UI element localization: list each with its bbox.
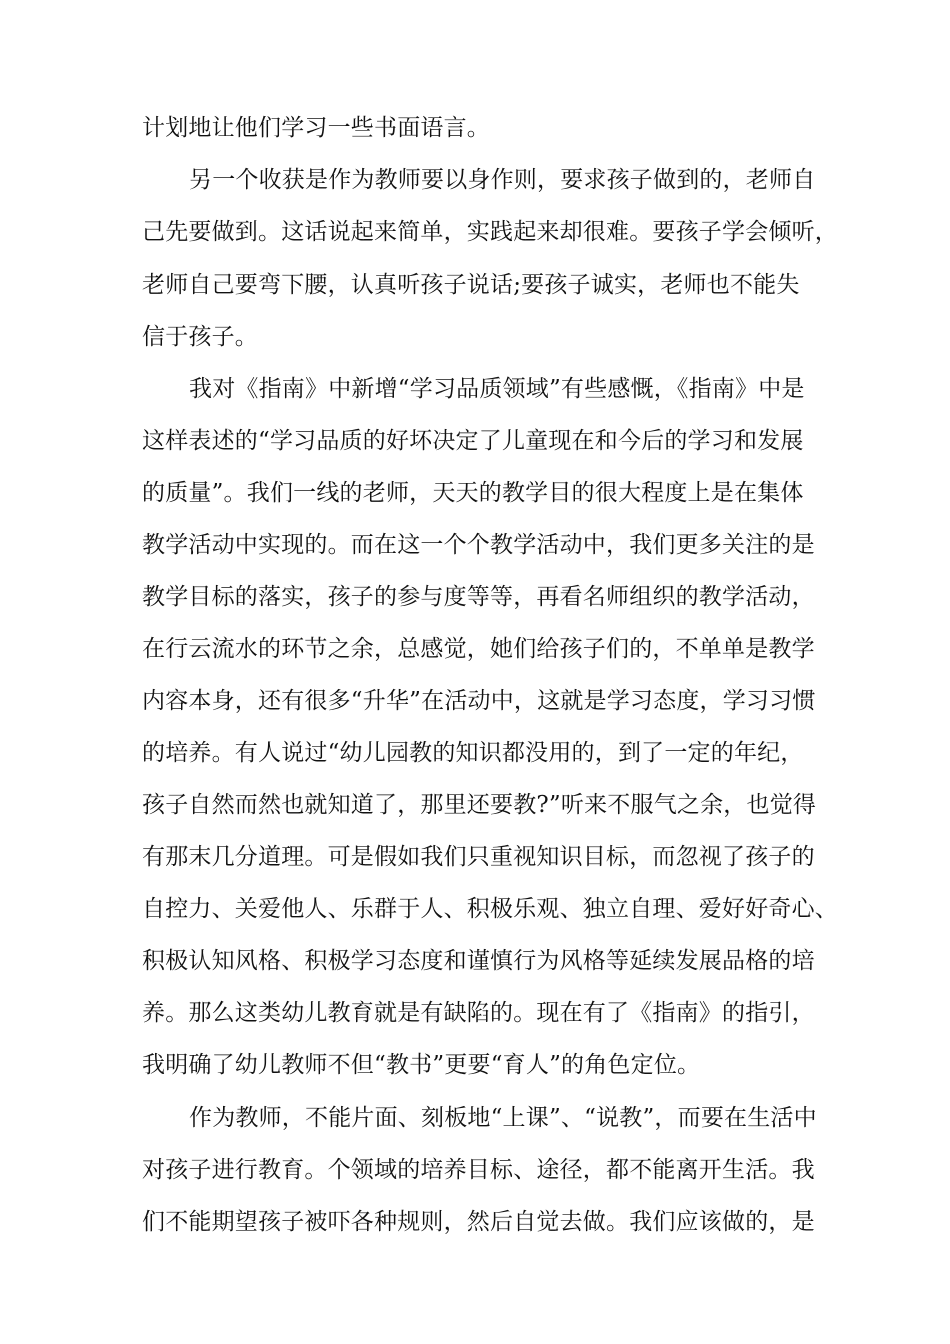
text-line: 养。那么这类幼儿教育就是有缺陷的。现在有了《指南》的指引， — [142, 1000, 815, 1026]
text-line: 信于孩子。 — [142, 324, 258, 350]
text-line: 教学目标的落实，孩子的参与度等等，再看名师组织的教学活动， — [142, 584, 815, 610]
text-line: 内容本身，还有很多“升华”在活动中，这就是学习态度，学习习惯 — [142, 688, 816, 714]
paragraph-first-line: 我对《指南》中新增“学习品质领域”有些感慨，《指南》中是 — [189, 376, 805, 402]
text-line: 积极认知风格、积极学习态度和谨慎行为风格等延续发展品格的培 — [142, 948, 815, 974]
text-line: 这样表述的“学习品质的好坏决定了儿童现在和今后的学习和发展 — [142, 428, 804, 454]
text-line: 的培养。有人说过“幼儿园教的知识都没用的，到了一定的年纪， — [142, 740, 804, 766]
text-line: 我明确了幼儿教师不但“教书”更要“育人”的角色定位。 — [142, 1052, 701, 1078]
text-line: 老师自己要弯下腰，认真听孩子说话;要孩子诚实，老师也不能失 — [142, 272, 800, 298]
paragraph-first-line: 另一个收获是作为教师要以身作则，要求孩子做到的，老师自 — [189, 167, 816, 193]
text-line: 孩子自然而然也就知道了，那里还要教?”听来不服气之余，也觉得 — [142, 792, 817, 818]
text-line: 对孩子进行教育。个领域的培养目标、途径，都不能离开生活。我 — [142, 1157, 815, 1183]
paragraph-first-line: 作为教师，不能片面、刻板地“上课”、“说教”，而要在生活中 — [189, 1105, 817, 1131]
text-line: 己先要做到。这话说起来简单，实践起来却很难。要孩子学会倾听， — [142, 219, 838, 245]
text-line: 们不能期望孩子被吓各种规则，然后自觉去做。我们应该做的，是 — [142, 1209, 815, 1235]
text-line: 有那末几分道理。可是假如我们只重视知识目标，而忽视了孩子的 — [142, 844, 815, 870]
text-line: 的质量”。我们一线的老师，天天的教学目的很大程度上是在集体 — [142, 480, 804, 506]
text-line: 自控力、关爱他人、乐群于人、积极乐观、独立自理、爱好好奇心、 — [142, 896, 838, 922]
text-line: 计划地让他们学习一些书面语言。 — [142, 115, 490, 141]
text-line: 在行云流水的环节之余，总感觉，她们给孩子们的，不单单是教学 — [142, 636, 815, 662]
text-line: 教学活动中实现的。而在这一个个教学活动中，我们更多关注的是 — [142, 532, 815, 558]
